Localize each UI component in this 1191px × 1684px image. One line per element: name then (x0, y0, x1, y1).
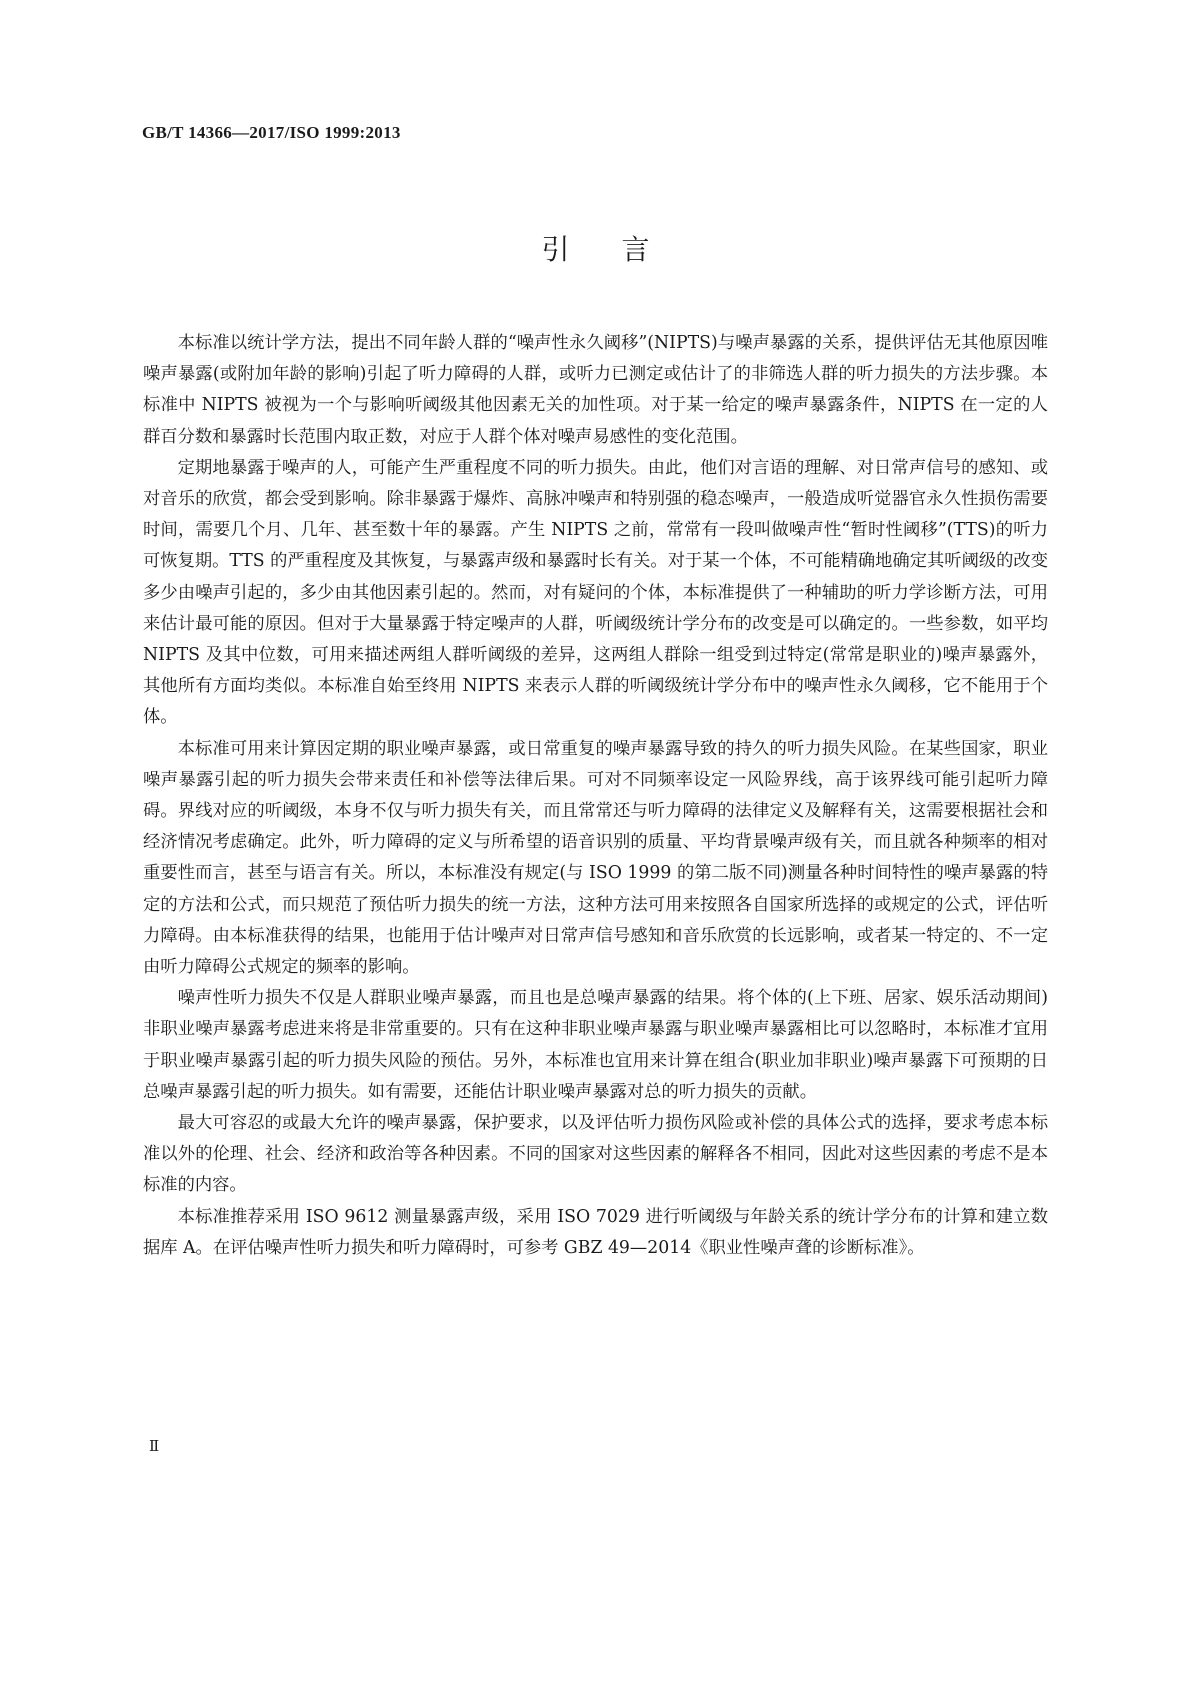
paragraph-max-exposure: 最大可容忍的或最大允许的噪声暴露，保护要求，以及评估听力损伤风险或补偿的具体公式的选择，要求考虑本标准以外的伦理、社会、经济和政治等各种因素。不同的国家对这些因素的解释各不相同，因此对这些因素的考虑不是本标准的内容。 (143, 1113, 1048, 1196)
paragraph-occupational-risk: 本标准可用来计算因定期的职业噪声暴露，或日常重复的噪声暴露导致的持久的听力损失风险。在某些国家，职业噪声暴露引起的听力损失会带来责任和补偿等法律后果。可对不同频率设定一风险界线，高于该界线可能引起听力障碍。界线对应的听阈级，本身不仅与听力损失有关，而且常常还与听力障碍的法律定义及解释有关，这需要根据社会和经济情况考虑确定。此外，听力障碍的定义与所希望的语音识别的质量、平均背景噪声级有关，而且就各种频率的相对重要性而言，甚至与语言有关。所以，本标准没有规定(与 ISO 1999 的第二版不同)测量各种时间特性的噪声暴露的特定的方法和公式，而只规范了预估听力损失的统一方法，这种方法可用来按照各自国家所选择的或规定的公式，评估听力障碍。由本标准获得的结果，也能用于估计噪声对日常声信号感知和音乐欣赏的长远影响，或者某一特定的、不一定由听力障碍公式规定的频率的影响。 (143, 738, 1048, 978)
introduction-body (143, 328, 1048, 1264)
page-number: Ⅱ (149, 1439, 160, 1455)
standard-code-header: GB/T 14366—2017/ISO 1999:2013 (142, 123, 401, 142)
paragraph-references: 本标准推荐采用 ISO 9612 测量暴露声级，采用 ISO 7029 进行听阈级与年龄关系的统计学分布的计算和建立数据库 A。在评估噪声性听力损失和听力障碍时，可参考 GBZ 49—2014《职业性噪声聋的诊断标准》。 (143, 1206, 1048, 1258)
paragraph-nipts-method: 本标准以统计学方法，提出不同年龄人群的“噪声性永久阈移”(NIPTS)与噪声暴露的关系，提供评估无其他原因唯噪声暴露(或附加年龄的影响)引起了听力障碍的人群，或听力已测定或估计了的非筛选人群的听力损失的方法步骤。本标准中 NIPTS 被视为一个与影响听阈级其他因素无关的加性项。对于某一给定的噪声暴露条件，NIPTS 在一定的人群百分数和暴露时长范围内取正数，对应于人群个体对噪声易感性的变化范围。 (143, 333, 1048, 447)
paragraph-periodic-exposure: 定期地暴露于噪声的人，可能产生严重程度不同的听力损失。由此，他们对言语的理解、对日常声信号的感知、或对音乐的欣赏，都会受到影响。除非暴露于爆炸、高脉冲噪声和特别强的稳态噪声，一般造成听觉器官永久性损伤需要时间，需要几个月、几年、甚至数十年的暴露。产生 NIPTS 之前，常常有一段叫做噪声性“暂时性阈移”(TTS)的听力可恢复期。TTS 的严重程度及其恢复，与暴露声级和暴露时长有关。对于某一个体，不可能精确地确定其听阈级的改变多少由噪声引起的，多少由其他因素引起的。然而，对有疑问的个体，本标准提供了一种辅助的听力学诊断方法，可用来估计最可能的原因。但对于大量暴露于特定噪声的人群，听阈级统计学分布的改变是可以确定的。一些参数，如平均 NIPTS 及其中位数，可用来描述两组人群听阈级的差异，这两组人群除一组受到过特定(常常是职业的)噪声暴露外，其他所有方面均类似。本标准自始至终用 NIPTS 来表示人群的听阈级统计学分布中的噪声性永久阈移，它不能用于个体。 (143, 457, 1048, 728)
paragraph-total-exposure: 噪声性听力损失不仅是人群职业噪声暴露，而且也是总噪声暴露的结果。将个体的(上下班、居家、娱乐活动期间)非职业噪声暴露考虑进来将是非常重要的。只有在这种非职业噪声暴露与职业噪声暴露相比可以忽略时，本标准才宜用于职业噪声暴露引起的听力损失风险的预估。另外，本标准也宜用来计算在组合(职业加非职业)噪声暴露下可预期的日总噪声暴露引起的听力损失。如有需要，还能估计职业噪声暴露对总的听力损失的贡献。 (143, 988, 1048, 1102)
page-title: 引言 (541, 233, 702, 266)
